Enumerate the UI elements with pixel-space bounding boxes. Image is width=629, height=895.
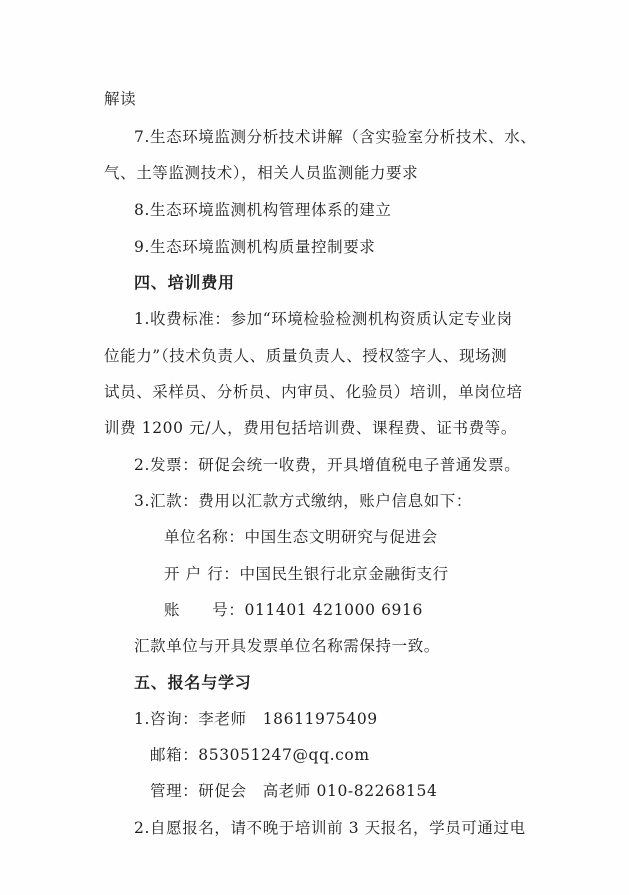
account-bank: 开 户 行：中国民生银行北京金融街支行 [164, 565, 449, 583]
fee-standard-line: 位能力”（技术负责人、质量负责人、授权签字人、现场测 [104, 347, 508, 365]
list-item-9: 9.生态环境监测机构质量控制要求 [134, 238, 376, 256]
list-item-8: 8.生态环境监测机构管理体系的建立 [134, 201, 392, 219]
invoice-line: 2.发票：研促会统一收费，开具增值税电子普通发票。 [134, 456, 521, 474]
fee-standard-line: 训费 1200 元/人，费用包括培训费、课程费、证书费等。 [104, 419, 517, 437]
account-name: 单位名称：中国生态文明研究与促进会 [164, 528, 438, 546]
account-number: 账 号：011401 421000 6916 [164, 601, 423, 619]
fee-standard-line: 试员、采样员、分析员、内审员、化验员）培训，单岗位培 [104, 383, 523, 401]
management-line: 管理：研促会 高老师 010-82268154 [150, 782, 438, 800]
section-heading-fees: 四、培训费用 [134, 273, 235, 292]
list-item-7-continued: 气、土等监测技术），相关人员监测能力要求 [104, 164, 419, 182]
contact-line: 1.咨询：李老师 18611975409 [134, 710, 378, 728]
text-line-continuation: 解读 [104, 90, 137, 108]
registration-line: 2.自愿报名，请不晚于培训前 3 天报名，学员可通过电 [134, 819, 526, 837]
section-heading-registration: 五、报名与学习 [134, 673, 252, 692]
list-item-7: 7.生态环境监测分析技术讲解（含实验室分析技术、水、 [134, 128, 537, 146]
fee-standard-line: 1.收费标准：参加“环境检验检测机构资质认定专业岗 [134, 310, 513, 328]
remittance-line: 3.汇款：费用以汇款方式缴纳，账户信息如下： [134, 492, 472, 510]
remittance-note: 汇款单位与开具发票单位名称需保持一致。 [134, 637, 440, 655]
email-line: 邮箱：853051247@qq.com [150, 746, 370, 764]
